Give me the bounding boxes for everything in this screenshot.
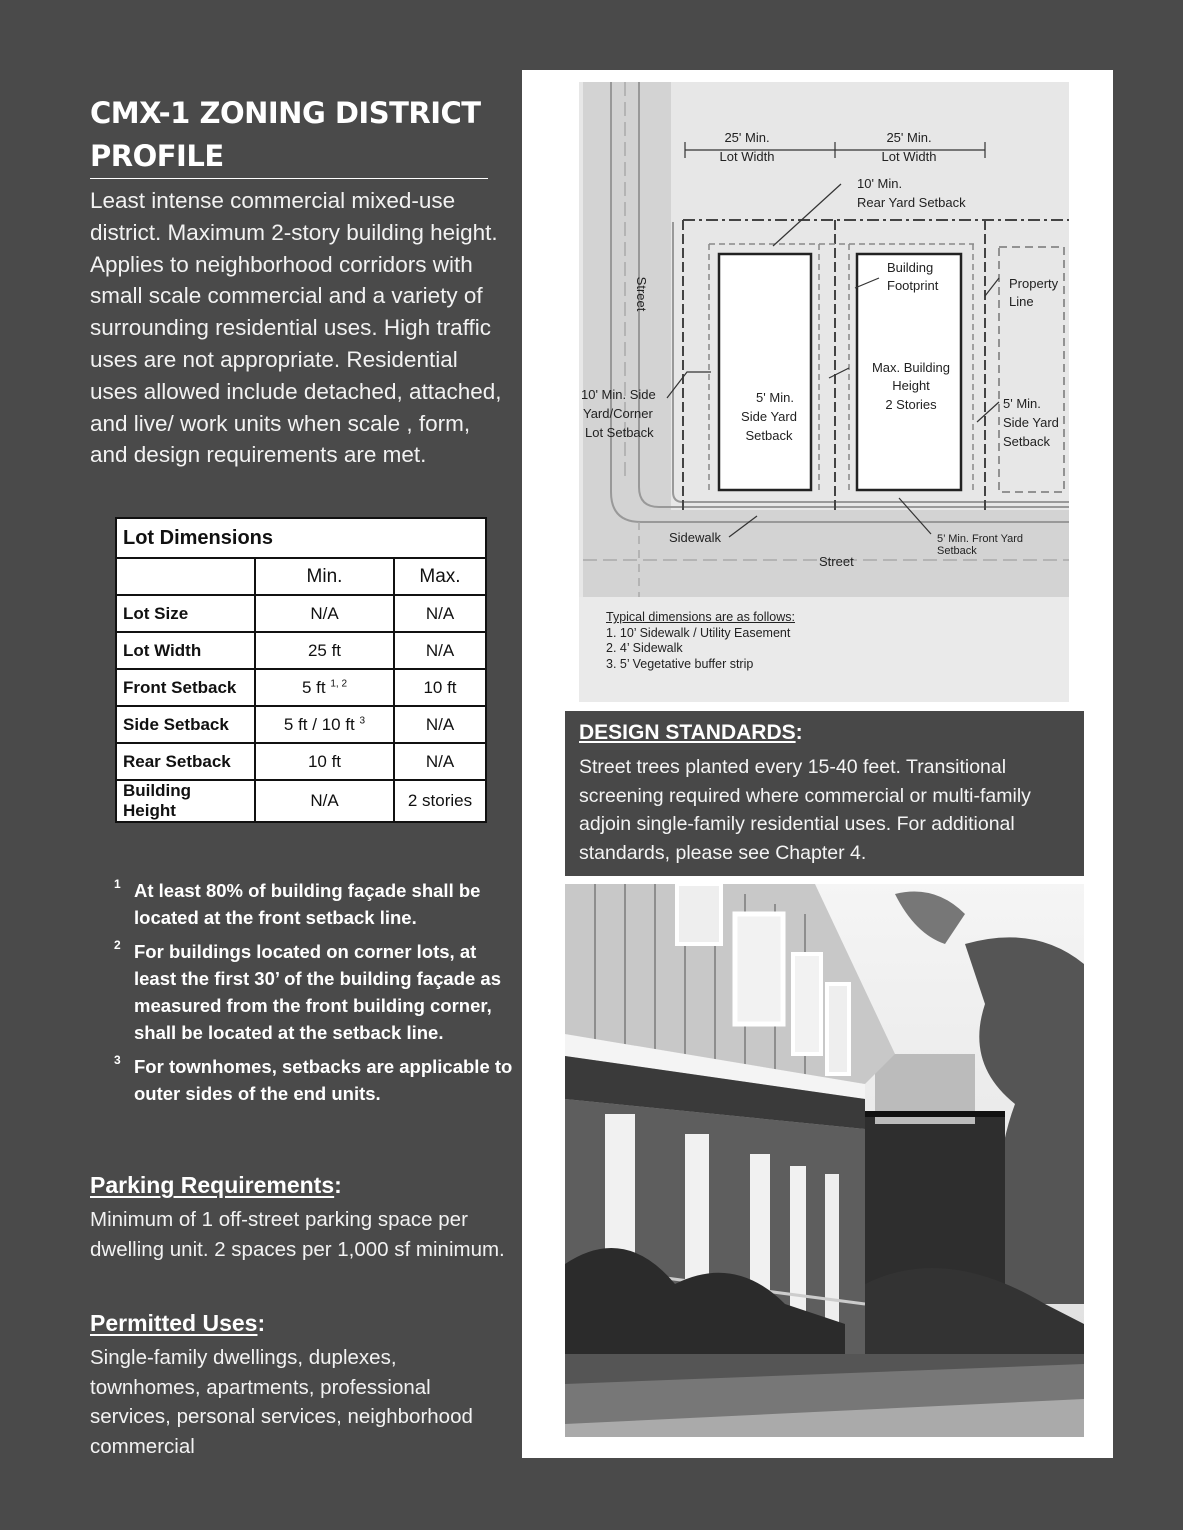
diagram-label-sidewalk: Sidewalk: [669, 530, 722, 545]
row-min-value: 5 ft / 10 ft: [283, 714, 355, 734]
diagram-label-street-vertical: Street: [634, 276, 649, 312]
diagram-label-property: Line: [1009, 294, 1034, 309]
row-label: Lot Width: [116, 632, 255, 669]
row-max: 10 ft: [394, 669, 486, 706]
diagram-label-height: Max. Building: [871, 360, 951, 375]
row-min-value: 5 ft: [301, 677, 326, 697]
row-min: [255, 669, 394, 706]
diagram-label-front: Setback: [937, 545, 977, 557]
footnote-ref: 3: [359, 714, 366, 726]
diagram-label-property: Property: [1009, 276, 1059, 291]
typical-heading: Typical dimensions are as follows:: [606, 610, 795, 624]
diagram-label-lot-width: 25' Min.: [724, 130, 770, 145]
design-text: Street trees planted every 15-40 feet. Transitional screening required where commercial or multi-family adjoin single-family residential uses. For additional standards, please see Chapter 4.: [579, 756, 1031, 864]
table-row: [116, 595, 486, 632]
footnote-ref: 1, 2: [330, 677, 348, 689]
diagram-label-street-horizontal: Street: [819, 554, 854, 569]
footnote-number: 1: [114, 877, 121, 891]
footnote-text: For buildings located on corner lots, at least the first 30’ of the building façade as measured from the front building corner, shall be located at the setback line.: [134, 941, 502, 1043]
uses-colon: :: [257, 1310, 266, 1336]
diagram-label-height: 2 Stories: [885, 397, 937, 412]
diagram-label-corner: Lot Setback: [585, 425, 654, 440]
title-line-1: CMX-1 ZONING DISTRICT: [90, 96, 481, 130]
parking-colon: :: [334, 1172, 342, 1198]
row-min: N/A: [255, 595, 394, 632]
row-label: Rear Setback: [116, 743, 255, 780]
diagram-label-front: 5’ Min. Front Yard: [937, 533, 1023, 545]
row-min: 10 ft: [255, 743, 394, 780]
diagram-label-lot-width: Lot Width: [881, 149, 937, 164]
design-standards-box: [565, 711, 1084, 876]
footnotes: [114, 877, 514, 1114]
typical-dimensions: [606, 610, 795, 672]
row-min: N/A: [255, 780, 394, 822]
left-column: [90, 92, 510, 471]
diagram-label-lot-width: 25' Min.: [886, 130, 932, 145]
row-max: N/A: [394, 632, 486, 669]
footnote: [114, 877, 514, 931]
col-header-max: Max.: [394, 558, 486, 595]
table-row: [116, 706, 486, 743]
footnote-number: 2: [114, 938, 121, 952]
title-line-2: PROFILE: [90, 139, 224, 173]
diagram-label-side-right: Setback: [1003, 434, 1050, 449]
uses-section: [90, 1310, 510, 1461]
intro-paragraph: Least intense commercial mixed-use district. Maximum 2-story building height. Applies to neighborhood corridors with small scale commercial and a variety of surrounding residential uses. High traffic uses are not appropriate. Residential uses allowed include detached, attached, and live/ work units when scale , form, and design requirements are met.: [90, 188, 502, 468]
lot-dimensions-table: [115, 517, 487, 823]
uses-heading: [90, 1310, 510, 1337]
uses-heading-text: Permitted Uses: [90, 1310, 258, 1336]
col-header-min: Min.: [255, 558, 394, 595]
lot-diagram: [579, 82, 1069, 702]
uses-text: Single-family dwellings, duplexes, townhomes, apartments, professional services, personal services, neighborhood commercial: [90, 1346, 473, 1458]
table-row: [116, 632, 486, 669]
table-row: [116, 669, 486, 706]
row-max: 2 stories: [394, 780, 486, 822]
row-min: [255, 706, 394, 743]
diagram-label-side-mid: Side Yard: [741, 409, 797, 424]
diagram-label-side-mid: 5' Min.: [756, 390, 794, 405]
parking-heading-text: Parking Requirements: [90, 1172, 335, 1198]
table-corner-cell: [116, 558, 255, 595]
design-heading: [579, 721, 1070, 745]
diagram-label-corner: 10' Min. Side: [581, 387, 656, 402]
footnote-text: For townhomes, setbacks are applicable to outer sides of the end units.: [134, 1056, 513, 1104]
row-max: N/A: [394, 595, 486, 632]
table-caption: Lot Dimensions: [116, 518, 486, 558]
footnote: [114, 1053, 514, 1107]
parking-section: [90, 1172, 510, 1264]
typical-item: 2. 4’ Sidewalk: [606, 641, 683, 655]
page-title: [90, 92, 488, 179]
diagram-label-corner: Yard/Corner: [583, 406, 653, 421]
table-row: [116, 780, 486, 822]
row-label: Front Setback: [116, 669, 255, 706]
diagram-label-side-right: Side Yard: [1003, 415, 1059, 430]
diagram-label-lot-width: Lot Width: [719, 149, 775, 164]
diagram-label-side-mid: Setback: [745, 428, 793, 443]
parking-text: Minimum of 1 off-street parking space per dwelling unit. 2 spaces per 1,000 sf minimum.: [90, 1208, 505, 1261]
parking-heading: [90, 1172, 510, 1199]
design-colon: :: [795, 721, 803, 744]
row-label: Lot Size: [116, 595, 255, 632]
row-label: Building Height: [116, 780, 255, 822]
diagram-label-side-right: 5' Min.: [1003, 396, 1041, 411]
diagram-label-footprint: Footprint: [887, 278, 939, 293]
row-label: Side Setback: [116, 706, 255, 743]
typical-item: 3. 5’ Vegetative buffer strip: [606, 656, 754, 671]
row-max: N/A: [394, 706, 486, 743]
row-max: N/A: [394, 743, 486, 780]
footnote: [114, 938, 514, 1046]
diagram-label-rear: Rear Yard Setback: [857, 195, 966, 210]
footnote-number: 3: [114, 1053, 121, 1067]
design-heading-text: DESIGN STANDARDS: [579, 721, 796, 744]
diagram-label-footprint: Building: [887, 260, 934, 275]
typical-item: 1. 10’ Sidewalk / Utility Easement: [606, 625, 791, 640]
row-min: 25 ft: [255, 632, 394, 669]
diagram-label-rear: 10' Min.: [857, 176, 903, 191]
building-photo: [565, 884, 1084, 1437]
footnote-text: At least 80% of building façade shall be located at the front setback line.: [134, 880, 481, 928]
table-row: [116, 743, 486, 780]
diagram-label-height: Height: [892, 378, 930, 393]
